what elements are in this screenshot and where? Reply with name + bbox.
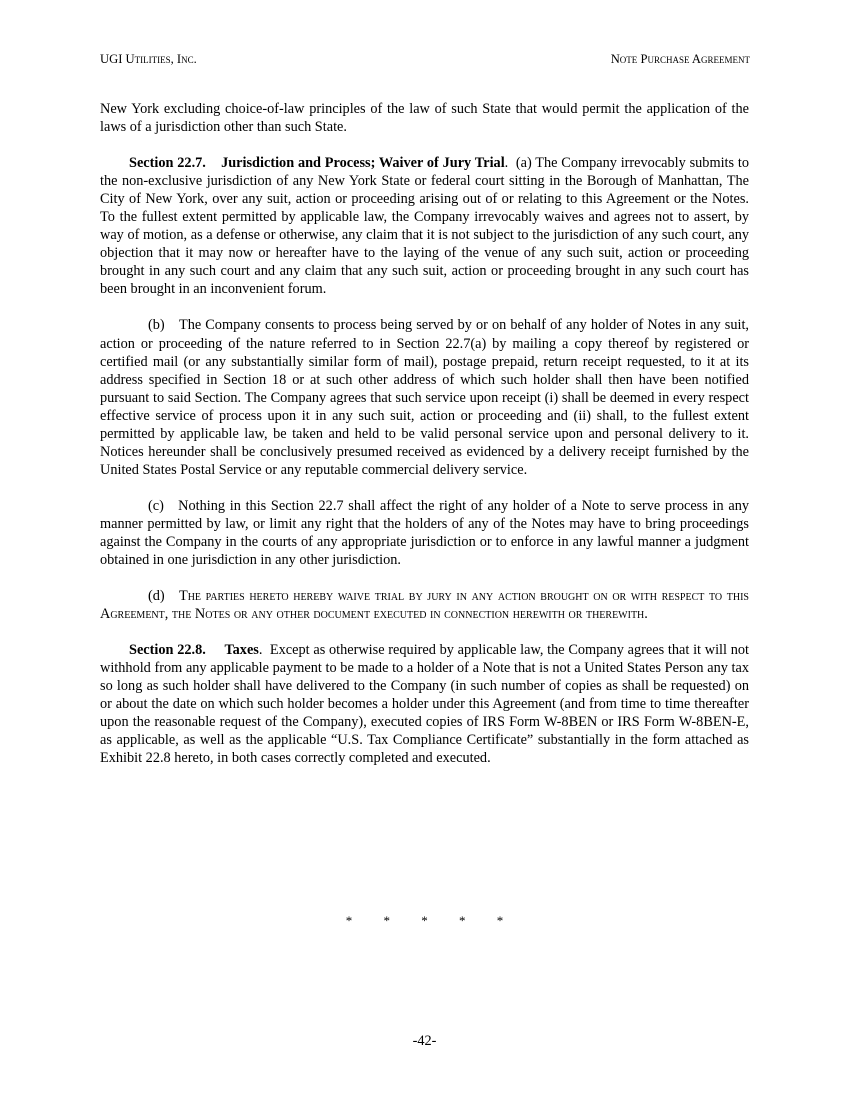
document-body xyxy=(100,100,749,768)
section-22-7-paragraph-d xyxy=(100,587,749,623)
section-22-7-a-text: (a) The Company irrevocably submits to the non-exclusive jurisdiction of any New York State or federal court sitting in the Borough of Manhattan, The City of New York, over any suit, action or proceeding arising out of or relating to this Agreement or the Notes. To the fullest extent permitted by applicable law, the Company irrevocably waives and agrees not to assert, by way of motion, as a defense or otherwise, any claim that it is not subject to the jurisdiction of any such court, any objection that it may now or hereafter have to the laying of the venue of any such suit, action or proceeding brought in any such court and any claim that any such suit, action or proceeding brought in any such court has been brought in an inconvenient forum. xyxy=(100,155,749,298)
continuation-paragraph: New York excluding choice-of-law principles of the law of such State that would permit the application of the laws of a jurisdiction other than such State. xyxy=(100,101,749,136)
section-22-8-number: Section 22.8. xyxy=(129,642,206,659)
section-22-8-title: Taxes xyxy=(224,642,259,659)
page-number: -42- xyxy=(412,1033,437,1049)
section-22-7-paragraph-a xyxy=(100,154,749,298)
section-22-7-paragraph-b: (b) The Company consents to process being served by or on behalf of any holder of Notes in any suit, action or proceeding of the nature referred to in Section 22.7(a) by mailing a copy thereof by registered or certified mail (or any substantially similar form of mail), postage prepaid, return receipt requested, to it at its address specified in Section 18 or at such other address of which such holder shall then have been notified pursuant to said Section. The Company agrees that such service upon receipt (i) shall be deemed in every respect effective service of process upon it in any such suit, action or proceeding and (ii) shall, to the fullest extent permitted by applicable law, be taken and held to be valid personal service upon and personal delivery to it. Notices hereunder shall be conclusively presumed received as evidenced by a delivery receipt furnished by the United States Postal Service or any reputable commercial delivery service. xyxy=(100,317,749,478)
section-22-7-title: Jurisdiction and Process; Waiver of Jury Trial xyxy=(221,155,505,172)
section-22-7-title-period: . xyxy=(504,155,509,172)
section-22-8-paragraph xyxy=(100,641,749,767)
jury-waiver-text: The parties hereto hereby waive trial by jury in any action brought on or with respect to this Agreement, the Notes or any other document executed in connection herewith or therewith. xyxy=(100,588,749,623)
section-22-7-paragraph-c: (c) Nothing in this Section 22.7 shall affect the right of any holder of a Note to serve process in any manner permitted by law, or limit any right that the holders of any of the Notes may have to bring proceedings against the Company in the courts of any appropriate jurisdiction or to enforce in any lawful manner a judgment obtained in one jurisdiction in any other jurisdiction. xyxy=(100,497,749,569)
end-of-article-marker: * * * * * xyxy=(345,913,518,928)
section-22-7-d-label: (d) xyxy=(148,588,179,605)
section-22-8-title-period: . xyxy=(258,642,263,659)
section-22-7-number: Section 22.7. xyxy=(129,155,206,172)
running-header-right: Note Purchase Agreement xyxy=(610,52,750,66)
running-header-left: UGI Utilities, Inc. xyxy=(100,52,197,66)
section-22-8-text: Except as otherwise required by applicable law, the Company agrees that it will not withhold from any applicable payment to be made to a holder of a Note that is not a United States Person any tax so long as such holder shall have delivered to the Company (in such number of copies as shall be requested) on or about the date on which such holder becomes a holder under this Agreement (and from time to time thereafter upon the reasonable request of the Company), executed copies of IRS Form W-8BEN or IRS Form W-8BEN-E, as applicable, as well as the applicable “U.S. Tax Compliance Certificate” substantially in the form attached as Exhibit 22.8 hereto, in both cases correctly completed and executed. xyxy=(100,642,749,767)
